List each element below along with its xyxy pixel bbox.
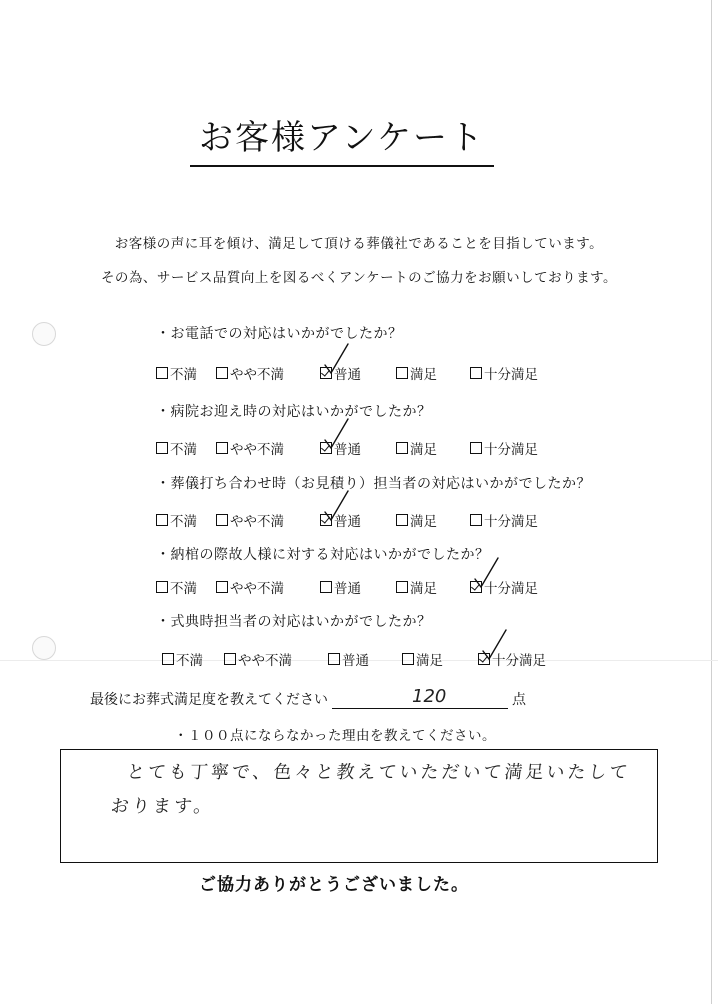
question-phone: ・お電話での対応はいかがでしたか？: [156, 326, 403, 342]
checkbox-very-satisfied[interactable]: [478, 653, 490, 665]
option-dissatisfied[interactable]: [156, 577, 197, 597]
question-hospital-pickup: ・病院お迎え時の対応はいかがでしたか？: [156, 404, 432, 420]
checkbox-neutral[interactable]: [328, 653, 340, 665]
option-label: 満足: [410, 367, 437, 383]
option-label: 不満: [170, 514, 197, 530]
option-label: 普通: [342, 653, 369, 669]
option-label: 普通: [334, 367, 361, 383]
score-field[interactable]: [332, 688, 508, 709]
reason-answer-line-2: おります。: [109, 796, 216, 817]
option-dissatisfied[interactable]: [156, 510, 197, 530]
checkbox-very-satisfied[interactable]: [470, 442, 482, 454]
option-label: やや不満: [230, 442, 284, 458]
option-very-satisfied[interactable]: [470, 577, 538, 597]
option-very-satisfied[interactable]: [470, 510, 538, 530]
option-label: 普通: [334, 514, 361, 530]
checkbox-somewhat-dissatisfied[interactable]: [216, 442, 228, 454]
page-edge: [711, 0, 712, 1004]
reason-answer-line-1: とても丁寧で、色々と教えていただいて満足いたして: [125, 762, 632, 783]
checkbox-neutral[interactable]: [320, 581, 332, 593]
option-satisfied[interactable]: [396, 577, 437, 597]
checkbox-satisfied[interactable]: [402, 653, 414, 665]
option-label: やや不満: [230, 367, 284, 383]
option-label: 満足: [410, 514, 437, 530]
option-somewhat-dissatisfied[interactable]: [216, 438, 284, 458]
option-somewhat-dissatisfied[interactable]: [216, 577, 284, 597]
checkbox-very-satisfied[interactable]: [470, 581, 482, 593]
option-label: 不満: [170, 581, 197, 597]
checkbox-neutral[interactable]: [320, 514, 332, 526]
options-encoffining: [0, 577, 718, 599]
option-dissatisfied[interactable]: [156, 438, 197, 458]
option-neutral[interactable]: [320, 363, 361, 383]
option-somewhat-dissatisfied[interactable]: [216, 363, 284, 383]
checkbox-very-satisfied[interactable]: [470, 367, 482, 379]
checkbox-satisfied[interactable]: [396, 442, 408, 454]
options-ceremony: [0, 649, 718, 671]
punch-hole-top: [32, 322, 56, 346]
option-very-satisfied[interactable]: [470, 363, 538, 383]
option-label: やや不満: [230, 514, 284, 530]
option-very-satisfied[interactable]: [470, 438, 538, 458]
checkbox-somewhat-dissatisfied[interactable]: [216, 367, 228, 379]
survey-title: お客様アンケート: [190, 110, 494, 167]
option-label: やや不満: [238, 653, 292, 669]
option-satisfied[interactable]: [396, 438, 437, 458]
option-label: 十分満足: [484, 442, 538, 458]
checkbox-dissatisfied[interactable]: [156, 367, 168, 379]
option-neutral[interactable]: [320, 577, 361, 597]
score-unit: 点: [512, 692, 526, 708]
reason-question: ・１００点にならなかった理由を教えてください。: [174, 728, 496, 744]
score-value: 120: [412, 686, 447, 707]
option-label: 満足: [410, 581, 437, 597]
option-neutral[interactable]: [320, 510, 361, 530]
options-phone: [0, 363, 718, 385]
checkbox-satisfied[interactable]: [396, 581, 408, 593]
thanks-message: ご協力ありがとうございました。: [199, 875, 469, 895]
option-label: 満足: [410, 442, 437, 458]
option-somewhat-dissatisfied[interactable]: [224, 649, 292, 669]
checkbox-somewhat-dissatisfied[interactable]: [224, 653, 236, 665]
option-satisfied[interactable]: [402, 649, 443, 669]
reason-answer-box[interactable]: [60, 749, 658, 863]
option-label: 十分満足: [484, 514, 538, 530]
option-label: やや不満: [230, 581, 284, 597]
question-ceremony: ・式典時担当者の対応はいかがでしたか？: [156, 614, 432, 630]
option-label: 普通: [334, 442, 361, 458]
score-row: [90, 688, 526, 709]
option-neutral[interactable]: [328, 649, 369, 669]
option-label: 普通: [334, 581, 361, 597]
option-label: 満足: [416, 653, 443, 669]
checkbox-neutral[interactable]: [320, 442, 332, 454]
checkbox-dissatisfied[interactable]: [156, 581, 168, 593]
checkbox-neutral[interactable]: [320, 367, 332, 379]
checkbox-somewhat-dissatisfied[interactable]: [216, 581, 228, 593]
option-dissatisfied[interactable]: [156, 363, 197, 383]
checkbox-dissatisfied[interactable]: [162, 653, 174, 665]
option-label: 不満: [170, 367, 197, 383]
checkbox-satisfied[interactable]: [396, 367, 408, 379]
option-label: 十分満足: [484, 581, 538, 597]
intro-line-2: その為、サービス品質向上を図るべくアンケートのご協力をお願いしております。: [100, 270, 618, 286]
options-arrangement: [0, 510, 718, 532]
option-very-satisfied[interactable]: [478, 649, 546, 669]
option-dissatisfied[interactable]: [162, 649, 203, 669]
option-satisfied[interactable]: [396, 363, 437, 383]
option-satisfied[interactable]: [396, 510, 437, 530]
checkbox-somewhat-dissatisfied[interactable]: [216, 514, 228, 526]
option-label: 不満: [170, 442, 197, 458]
question-arrangement: ・葬儀打ち合わせ時（お見積り）担当者の対応はいかがでしたか？: [156, 476, 591, 492]
checkbox-dissatisfied[interactable]: [156, 514, 168, 526]
score-label: 最後にお葬式満足度を教えてください: [90, 692, 328, 708]
option-label: 不満: [176, 653, 203, 669]
question-encoffining: ・納棺の際故人様に対する対応はいかがでしたか？: [156, 547, 490, 563]
option-label: 十分満足: [492, 653, 546, 669]
intro-line-1: お客様の声に耳を傾け、満足して頂ける葬儀社であることを目指しています。: [114, 236, 604, 252]
checkbox-satisfied[interactable]: [396, 514, 408, 526]
checkbox-very-satisfied[interactable]: [470, 514, 482, 526]
options-hospital-pickup: [0, 438, 718, 460]
checkbox-dissatisfied[interactable]: [156, 442, 168, 454]
option-somewhat-dissatisfied[interactable]: [216, 510, 284, 530]
option-neutral[interactable]: [320, 438, 361, 458]
option-label: 十分満足: [484, 367, 538, 383]
